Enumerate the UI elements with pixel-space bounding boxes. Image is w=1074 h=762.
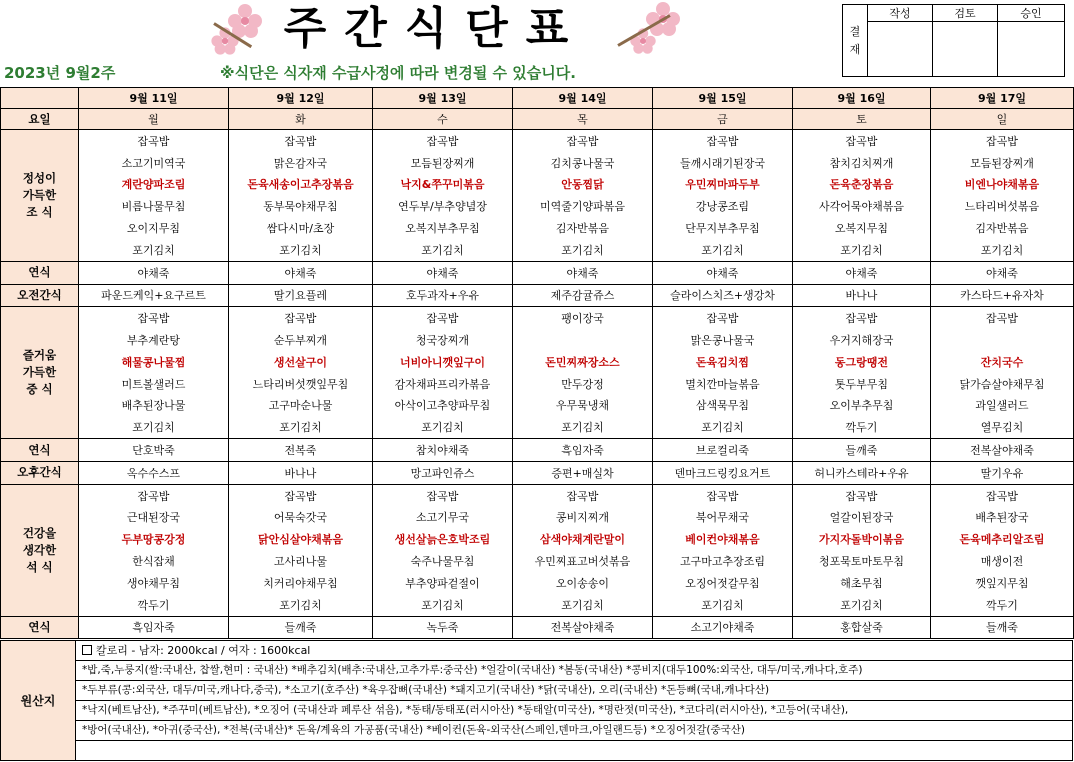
dinner-item: 깍두기 [79, 594, 229, 616]
dinner-item: 배추된장국 [931, 507, 1074, 529]
lunch-item: 감자채파프리카볶음 [373, 373, 513, 395]
header-corner [1, 88, 79, 109]
calorie-line: 칼로리 - 남자: 2000kcal / 여자 : 1600kcal [76, 641, 1072, 661]
dinner-item: 숙주나물무침 [373, 550, 513, 572]
breakfast-item: 잡곡밥 [793, 130, 931, 152]
dinner-item: 오징어젓갈무침 [653, 572, 793, 594]
dinner-item: 한식잡채 [79, 550, 229, 572]
lunch-item: 과일샐러드 [931, 395, 1074, 417]
lunch-item: 돈육김치찜 [653, 351, 793, 373]
snack-am-label: 오전간식 [1, 284, 79, 307]
date-header: 9월 16일 [793, 88, 931, 109]
approval-review: 검토 [933, 5, 998, 22]
origin-label: 원산지 [0, 640, 76, 761]
porridge-item: 들깨죽 [793, 439, 931, 462]
lunch-item: 만두강정 [513, 373, 653, 395]
dinner-item: 소고기무국 [373, 507, 513, 529]
breakfast-item: 동부묵야채무침 [229, 195, 373, 217]
breakfast-item: 비엔나야채볶음 [931, 174, 1074, 196]
dinner-item: 고구마고추장조림 [653, 550, 793, 572]
breakfast-item: 맑은감자국 [229, 152, 373, 174]
breakfast-item: 모듬된장찌개 [373, 152, 513, 174]
breakfast-item: 잡곡밥 [931, 130, 1074, 152]
weekday-cell: 화 [229, 109, 373, 130]
breakfast-item: 김치콩나물국 [513, 152, 653, 174]
dinner-item: 잡곡밥 [373, 484, 513, 506]
lunch-item: 생선살구이 [229, 351, 373, 373]
origin-box [76, 640, 1073, 761]
lunch-item: 팽이장국 [513, 307, 653, 329]
breakfast-item: 김자반볶음 [513, 217, 653, 239]
breakfast-item: 느타리버섯볶음 [931, 195, 1074, 217]
porridge-item: 전복죽 [229, 439, 373, 462]
breakfast-item: 잡곡밥 [513, 130, 653, 152]
dinner-item: 잡곡밥 [229, 484, 373, 506]
dinner-item: 어묵숙갓국 [229, 507, 373, 529]
porridge-item: 녹두죽 [373, 616, 513, 639]
lunch-item: 멸치깐마늘볶음 [653, 373, 793, 395]
porridge-label: 연식 [1, 616, 79, 639]
snack-pm-item: 딸기우유 [931, 461, 1074, 484]
lunch-item: 톳두부무침 [793, 373, 931, 395]
lunch-item: 느타리버섯깻잎무침 [229, 373, 373, 395]
porridge-item: 참치야채죽 [373, 439, 513, 462]
breakfast-item: 포기김치 [931, 239, 1074, 261]
lunch-item: 깍두기 [793, 416, 931, 438]
dinner-item: 부추양파겉절이 [373, 572, 513, 594]
lunch-label: 즐거움 가득한 중 식 [1, 307, 79, 439]
snack-am-item: 바나나 [793, 284, 931, 307]
lunch-item: 너비아니깻잎구이 [373, 351, 513, 373]
page-title: 주간식단표 [283, 3, 587, 54]
breakfast-item: 안동찜닭 [513, 174, 653, 196]
lunch-item: 삼색묵무침 [653, 395, 793, 417]
lunch-item: 포기김치 [79, 416, 229, 438]
breakfast-item: 계란양파조림 [79, 174, 229, 196]
porridge-item: 야채죽 [229, 261, 373, 284]
approval-box [842, 4, 1065, 77]
breakfast-item: 잡곡밥 [79, 130, 229, 152]
lunch-item: 닭가슴살야채무침 [931, 373, 1074, 395]
lunch-item: 고구마순나물 [229, 395, 373, 417]
breakfast-item: 사각어묵야채볶음 [793, 195, 931, 217]
breakfast-item: 포기김치 [79, 239, 229, 261]
dinner-item: 청포묵토마토무침 [793, 550, 931, 572]
dinner-item: 얼갈이된장국 [793, 507, 931, 529]
dinner-item: 콩비지찌개 [513, 507, 653, 529]
approval-label: 결 재 [843, 5, 868, 77]
snack-pm-label: 오후간식 [1, 461, 79, 484]
dinner-item: 닭안심살야채볶음 [229, 528, 373, 550]
weekday-cell: 월 [79, 109, 229, 130]
breakfast-item: 들깨시래기된장국 [653, 152, 793, 174]
lunch-item: 잡곡밥 [373, 307, 513, 329]
dinner-item: 잡곡밥 [79, 484, 229, 506]
origin-line: *방어(국내산), *아귀(중국산), *전복(국내산)* 돈육/계육의 가공품(국내산) *베이컨(돈육-외국산(스페인,덴마크,아일랜드등) *오징어젓갈(중국산) [76, 721, 1072, 741]
breakfast-item: 비름나물무침 [79, 195, 229, 217]
lunch-item: 포기김치 [653, 416, 793, 438]
dinner-item: 우민찌표고버섯볶음 [513, 550, 653, 572]
approval-sign-approve[interactable] [998, 22, 1065, 77]
notice-text: ※식단은 식자재 수급사정에 따라 변경될 수 있습니다. [220, 64, 576, 82]
porridge-item: 전복살야채죽 [513, 616, 653, 639]
breakfast-item: 잡곡밥 [653, 130, 793, 152]
lunch-item: 맑은콩나물국 [653, 329, 793, 351]
dinner-item: 매생이전 [931, 550, 1074, 572]
date-header: 9월 17일 [931, 88, 1074, 109]
breakfast-item: 미역줄기양파볶음 [513, 195, 653, 217]
porridge-item: 야채죽 [931, 261, 1074, 284]
snack-am-item: 카스타드+유자차 [931, 284, 1074, 307]
snack-pm-item: 망고파인쥬스 [373, 461, 513, 484]
dinner-item: 포기김치 [653, 594, 793, 616]
lunch-item: 포기김치 [373, 416, 513, 438]
porridge-item: 들깨죽 [229, 616, 373, 639]
breakfast-item: 돈육춘장볶음 [793, 174, 931, 196]
dinner-item: 고사리나물 [229, 550, 373, 572]
breakfast-item: 참치김치찌개 [793, 152, 931, 174]
date-header: 9월 13일 [373, 88, 513, 109]
dinner-item: 깻잎지무침 [931, 572, 1074, 594]
lunch-item: 순두부찌개 [229, 329, 373, 351]
week-label: 2023년 9월2주 [4, 64, 116, 82]
porridge-item: 야채죽 [653, 261, 793, 284]
dinner-item: 생야채무침 [79, 572, 229, 594]
approval-writer: 작성 [868, 5, 933, 22]
snack-pm-item: 바나나 [229, 461, 373, 484]
breakfast-item: 낙지&쭈꾸미볶음 [373, 174, 513, 196]
dinner-label: 건강을 생각한 석 식 [1, 484, 79, 616]
dinner-item: 가지자돌박이볶음 [793, 528, 931, 550]
breakfast-item: 연두부/부추양념장 [373, 195, 513, 217]
porridge-label: 연식 [1, 261, 79, 284]
breakfast-item: 단무지부추무침 [653, 217, 793, 239]
porridge-item: 홍합살죽 [793, 616, 931, 639]
lunch-item: 포기김치 [229, 416, 373, 438]
lunch-item: 잔치국수 [931, 351, 1074, 373]
lunch-item: 잡곡밥 [931, 307, 1074, 329]
lunch-item: 우무묵냉채 [513, 395, 653, 417]
lunch-item: 부추계란탕 [79, 329, 229, 351]
lunch-item: 오이부추무침 [793, 395, 931, 417]
weekday-cell: 일 [931, 109, 1074, 130]
snack-pm-item: 증편+매실차 [513, 461, 653, 484]
weekday-cell: 토 [793, 109, 931, 130]
date-header: 9월 11일 [79, 88, 229, 109]
snack-am-item: 파운드케익+요구르트 [79, 284, 229, 307]
origin-line: *밥,죽,누룽지(쌀:국내산, 찹쌀,현미 : 국내산) *배추김치(배추:국내산,고추가루:중국산) *얼갈이(국내산) *봄동(국내산) *콩비지(대두100%:외국산, 대두/미국,캐나다,호주) [76, 661, 1072, 681]
snack-pm-item: 허니카스테라+우유 [793, 461, 931, 484]
porridge-item: 야채죽 [373, 261, 513, 284]
porridge-item: 야채죽 [79, 261, 229, 284]
lunch-item: 배추된장나물 [79, 395, 229, 417]
dinner-item: 삼색야채계란말이 [513, 528, 653, 550]
dinner-item: 돈육메추리알조림 [931, 528, 1074, 550]
lunch-item: 아삭이고추양파무침 [373, 395, 513, 417]
dinner-item: 포기김치 [793, 594, 931, 616]
weekday-cell: 금 [653, 109, 793, 130]
lunch-item: 청국장찌개 [373, 329, 513, 351]
breakfast-label: 정성이 가득한 조 식 [1, 130, 79, 262]
dinner-item: 베이컨야채볶음 [653, 528, 793, 550]
checkbox-icon [82, 645, 92, 655]
dinner-item: 포기김치 [513, 594, 653, 616]
porridge-item: 브로컬리죽 [653, 439, 793, 462]
porridge-item: 야채죽 [793, 261, 931, 284]
lunch-item: 잡곡밥 [79, 307, 229, 329]
breakfast-item: 오복지무침 [793, 217, 931, 239]
dinner-item: 포기김치 [229, 594, 373, 616]
origin-line: *낙지(베트남산), *주꾸미(베트남산), *오징어 (국내산과 페루산 섞음), *동태/동태포(러시아산) *동태알(미국산), *명란젓(미국산), *코다리(러시아산), *고등어(국내산), [76, 701, 1072, 721]
dinner-item: 두부땅콩강정 [79, 528, 229, 550]
weekday-cell: 수 [373, 109, 513, 130]
breakfast-item: 잡곡밥 [229, 130, 373, 152]
weekday-label: 요일 [1, 109, 79, 130]
dinner-item: 깍두기 [931, 594, 1074, 616]
breakfast-item: 오이지무침 [79, 217, 229, 239]
breakfast-item: 포기김치 [373, 239, 513, 261]
lunch-item [513, 329, 653, 351]
lunch-item: 미트볼샐러드 [79, 373, 229, 395]
breakfast-item: 포기김치 [229, 239, 373, 261]
breakfast-item: 포기김치 [793, 239, 931, 261]
snack-pm-item: 옥수수스프 [79, 461, 229, 484]
breakfast-item: 모듬된장찌개 [931, 152, 1074, 174]
snack-am-item: 제주감귤쥬스 [513, 284, 653, 307]
porridge-item: 흑임자죽 [79, 616, 229, 639]
date-header: 9월 14일 [513, 88, 653, 109]
breakfast-item: 포기김치 [653, 239, 793, 261]
lunch-item: 해물콩나물찜 [79, 351, 229, 373]
breakfast-item: 강낭콩조림 [653, 195, 793, 217]
porridge-item: 소고기야채죽 [653, 616, 793, 639]
lunch-item: 잡곡밥 [653, 307, 793, 329]
breakfast-item: 소고기미역국 [79, 152, 229, 174]
dinner-item: 오이송송이 [513, 572, 653, 594]
porridge-item: 전복살야채죽 [931, 439, 1074, 462]
dinner-item: 근대된장국 [79, 507, 229, 529]
dinner-item: 치커리야채무침 [229, 572, 373, 594]
dinner-item: 생선살늙은호박조림 [373, 528, 513, 550]
lunch-item: 돈민찌짜장소스 [513, 351, 653, 373]
breakfast-item: 포기김치 [513, 239, 653, 261]
dinner-item: 잡곡밥 [793, 484, 931, 506]
lunch-item [931, 329, 1074, 351]
dinner-item: 해초무침 [793, 572, 931, 594]
porridge-item: 흑임자죽 [513, 439, 653, 462]
weekly-menu-table [0, 87, 1074, 639]
porridge-item: 들깨죽 [931, 616, 1074, 639]
snack-pm-item: 덴마크드링킹요거트 [653, 461, 793, 484]
approval-sign-review[interactable] [933, 22, 998, 77]
approval-approve: 승인 [998, 5, 1065, 22]
snack-am-item: 호두과자+우유 [373, 284, 513, 307]
weekday-cell: 목 [513, 109, 653, 130]
lunch-item: 포기김치 [513, 416, 653, 438]
dinner-item: 북어무채국 [653, 507, 793, 529]
porridge-label: 연식 [1, 439, 79, 462]
dinner-item: 포기김치 [373, 594, 513, 616]
approval-sign-writer[interactable] [868, 22, 933, 77]
lunch-item: 잡곡밥 [793, 307, 931, 329]
dinner-item: 잡곡밥 [513, 484, 653, 506]
breakfast-item: 돈육새송이고추장볶음 [229, 174, 373, 196]
date-header: 9월 12일 [229, 88, 373, 109]
origin-section [0, 640, 1073, 761]
lunch-item: 잡곡밥 [229, 307, 373, 329]
snack-am-item: 슬라이스치즈+생강차 [653, 284, 793, 307]
breakfast-item: 잡곡밥 [373, 130, 513, 152]
snack-am-item: 딸기요플레 [229, 284, 373, 307]
breakfast-item: 김자반볶음 [931, 217, 1074, 239]
origin-line: *두부류(콩:외국산, 대두/미국,캐나다,중국), *소고기(호주산) *육우잡뼈(국내산) *돼지고기(국내산) *닭(국내산), 오리(국내산) *돈등뼈(국내,캐나다산) [76, 681, 1072, 701]
lunch-item: 우거지해장국 [793, 329, 931, 351]
date-header: 9월 15일 [653, 88, 793, 109]
lunch-item: 열무김치 [931, 416, 1074, 438]
dinner-item: 잡곡밥 [931, 484, 1074, 506]
dinner-item: 잡곡밥 [653, 484, 793, 506]
breakfast-item: 우민찌마파두부 [653, 174, 793, 196]
breakfast-item: 쌈다시마/초장 [229, 217, 373, 239]
lunch-item: 동그랑땡전 [793, 351, 931, 373]
breakfast-item: 오복지부추무침 [373, 217, 513, 239]
porridge-item: 야채죽 [513, 261, 653, 284]
porridge-item: 단호박죽 [79, 439, 229, 462]
